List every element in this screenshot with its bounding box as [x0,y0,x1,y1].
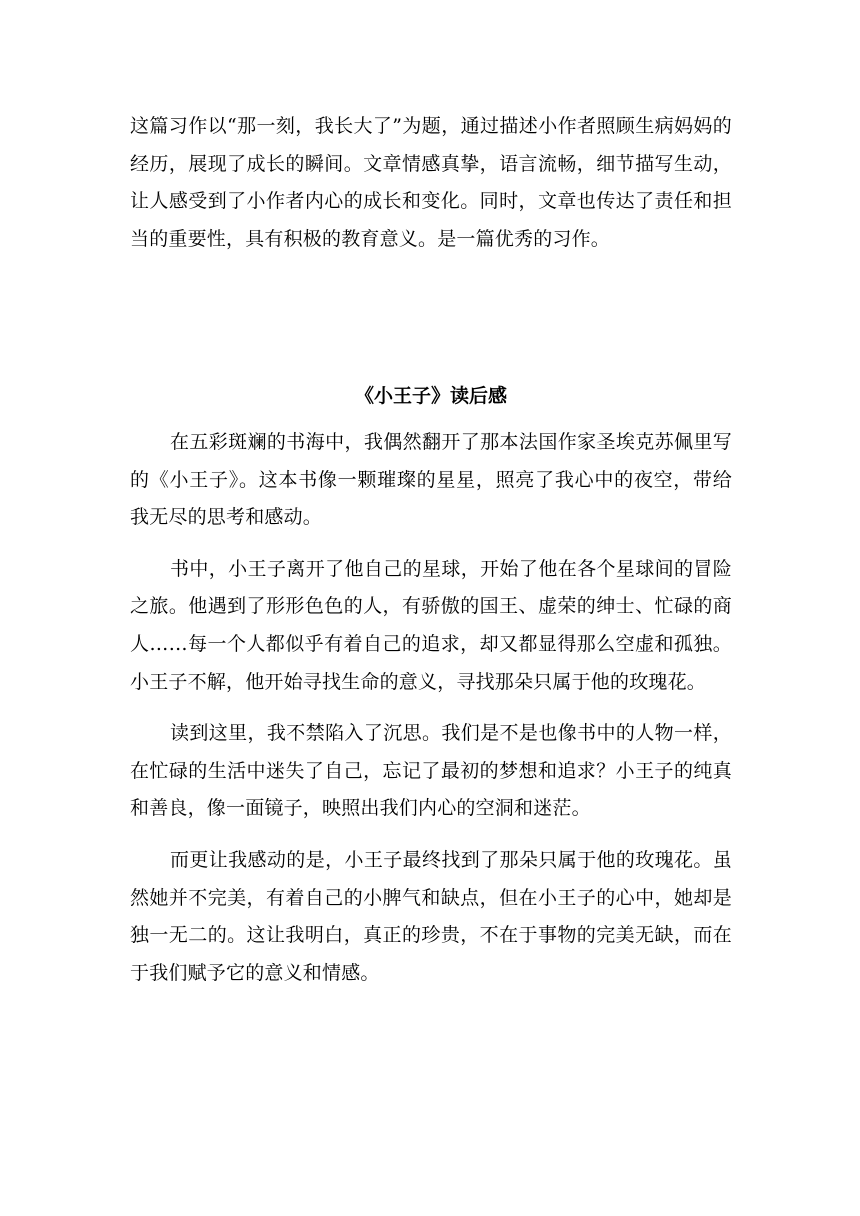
document-page [130,0,732,1216]
essay-title: 《小王子》读后感 [354,385,507,407]
essay-paragraph: 书中，小王子离开了他自己的星球，开始了他在各个星球间的冒险之旅。他遇到了形形色色的人，有骄傲的国王、虚荣的绅士、忙碌的商人……每一个人都似乎有着自己的追求，却又都显得那么空虚和孤独。小王子不解，他开始寻找生命的意义，寻找那朵只属于他的玫瑰花。 [130,557,732,693]
essay-paragraph: 而更让我感动的是，小王子最终找到了那朵只属于他的玫瑰花。虽然她并不完美，有着自己的小脾气和缺点，但在小王子的心中，她却是独一无二的。这让我明白，真正的珍贵，不在于事物的完美无缺，而在于我们赋予它的意义和情感。 [130,848,732,984]
comment-paragraph: 这篇习作以“那一刻，我长大了”为题，通过描述小作者照顾生病妈妈的经历，展现了成长的瞬间。文章情感真挚，语言流畅，细节描写生动，让人感受到了小作者内心的成长和变化。同时，文章也传达了责任和担当的重要性，具有积极的教育意义。是一篇优秀的习作。 [130,115,732,250]
essay-body [130,424,732,992]
essay-paragraph: 在五彩斑斓的书海中，我偶然翻开了那本法国作家圣埃克苏佩里写的《小王子》。这本书像一颗璀璨的星星，照亮了我心中的夜空，带给我无尽的思考和感动。 [130,431,732,529]
teacher-comment [130,108,732,258]
essay-paragraph: 读到这里，我不禁陷入了沉思。我们是不是也像书中的人物一样，在忙碌的生活中迷失了自己，忘记了最初的梦想和追求？小王子的纯真和善良，像一面镜子，映照出我们内心的空洞和迷茫。 [130,722,732,820]
